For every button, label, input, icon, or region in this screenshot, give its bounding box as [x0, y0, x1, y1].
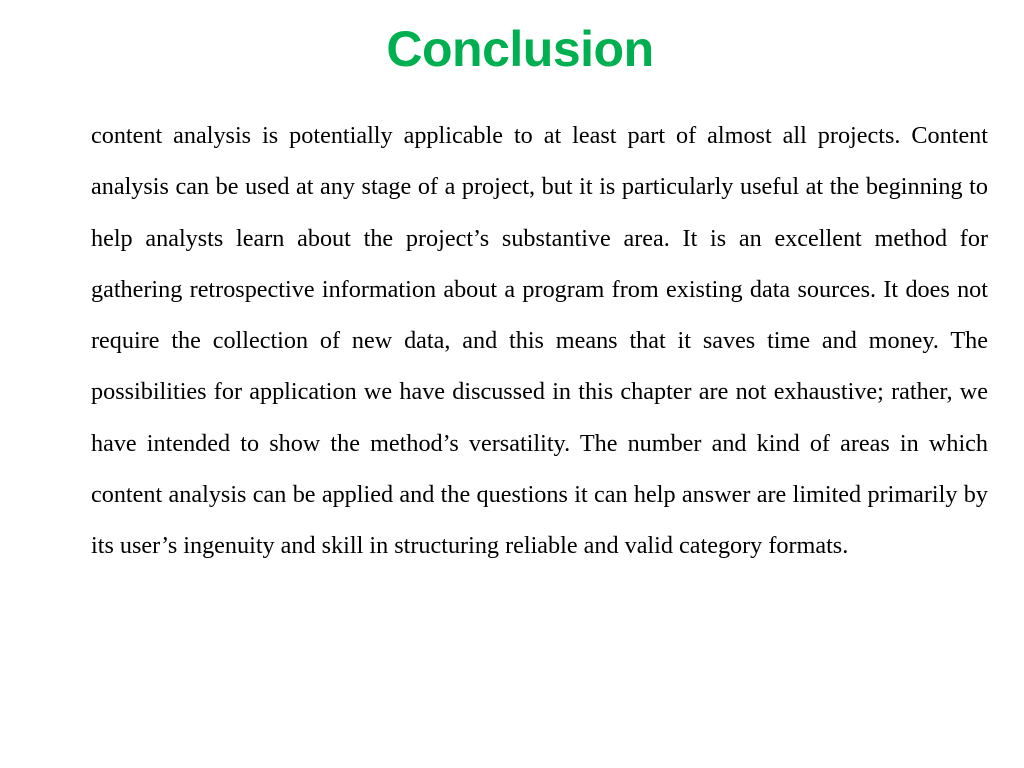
slide-body-text: content analysis is potentially applicable to at least part of almost all projects. Content analysis can be used at any stage of a project, but it is particularly useful at the beginning to help analysts learn about the project’s substantive area. It is an excellent method for gathering retrospective information about a program from existing data sources. It does not require the collection of new data, and this means that it saves time and money. The possibilities for application we have discussed in this chapter are not exhaustive; rather, we have intended to show the method’s versatility. The number and kind of areas in which content analysis can be applied and the questions it can help answer are limited primarily by its user’s ingenuity and skill in structuring reliable and valid category formats. — [91, 122, 988, 560]
slide-title: Conclusion — [386, 21, 654, 77]
